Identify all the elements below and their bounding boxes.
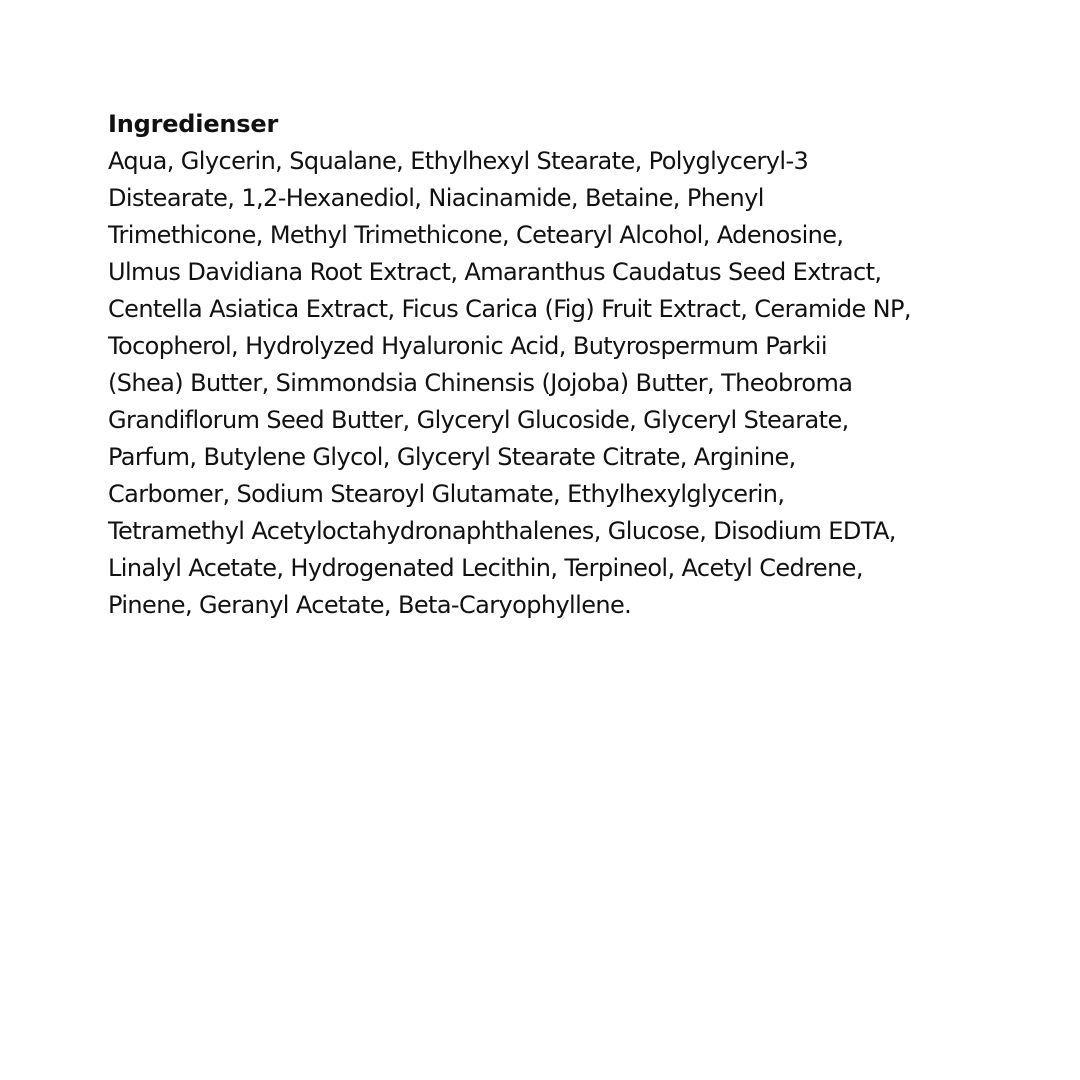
ingredients-line: Ulmus Davidiana Root Extract, Amaranthus Caudatus Seed Extract, bbox=[108, 258, 882, 286]
ingredients-line: Carbomer, Sodium Stearoyl Glutamate, Ethylhexylglycerin, bbox=[108, 480, 785, 508]
ingredients-line: Pinene, Geranyl Acetate, Beta-Caryophyllene. bbox=[108, 591, 632, 619]
ingredients-line: Centella Asiatica Extract, Ficus Carica (Fig) Fruit Extract, Ceramide NP, bbox=[108, 295, 911, 323]
ingredients-heading: Ingredienser bbox=[108, 110, 279, 138]
ingredients-line: Tetramethyl Acetyloctahydronaphthalenes, Glucose, Disodium EDTA, bbox=[108, 517, 896, 545]
ingredients-line: Trimethicone, Methyl Trimethicone, Cetearyl Alcohol, Adenosine, bbox=[108, 221, 844, 249]
ingredients-line: Grandiflorum Seed Butter, Glyceryl Glucoside, Glyceryl Stearate, bbox=[108, 406, 849, 434]
ingredients-list bbox=[108, 143, 980, 624]
ingredients-line: Parfum, Butylene Glycol, Glyceryl Stearate Citrate, Arginine, bbox=[108, 443, 796, 471]
ingredients-line: (Shea) Butter, Simmondsia Chinensis (Jojoba) Butter, Theobroma bbox=[108, 369, 853, 397]
ingredients-line: Tocopherol, Hydrolyzed Hyaluronic Acid, Butyrospermum Parkii bbox=[108, 332, 827, 360]
ingredients-line: Aqua, Glycerin, Squalane, Ethylhexyl Stearate, Polyglyceryl-3 bbox=[108, 147, 809, 175]
ingredients-line: Distearate, 1,2-Hexanediol, Niacinamide, Betaine, Phenyl bbox=[108, 184, 764, 212]
ingredients-line: Linalyl Acetate, Hydrogenated Lecithin, Terpineol, Acetyl Cedrene, bbox=[108, 554, 863, 582]
